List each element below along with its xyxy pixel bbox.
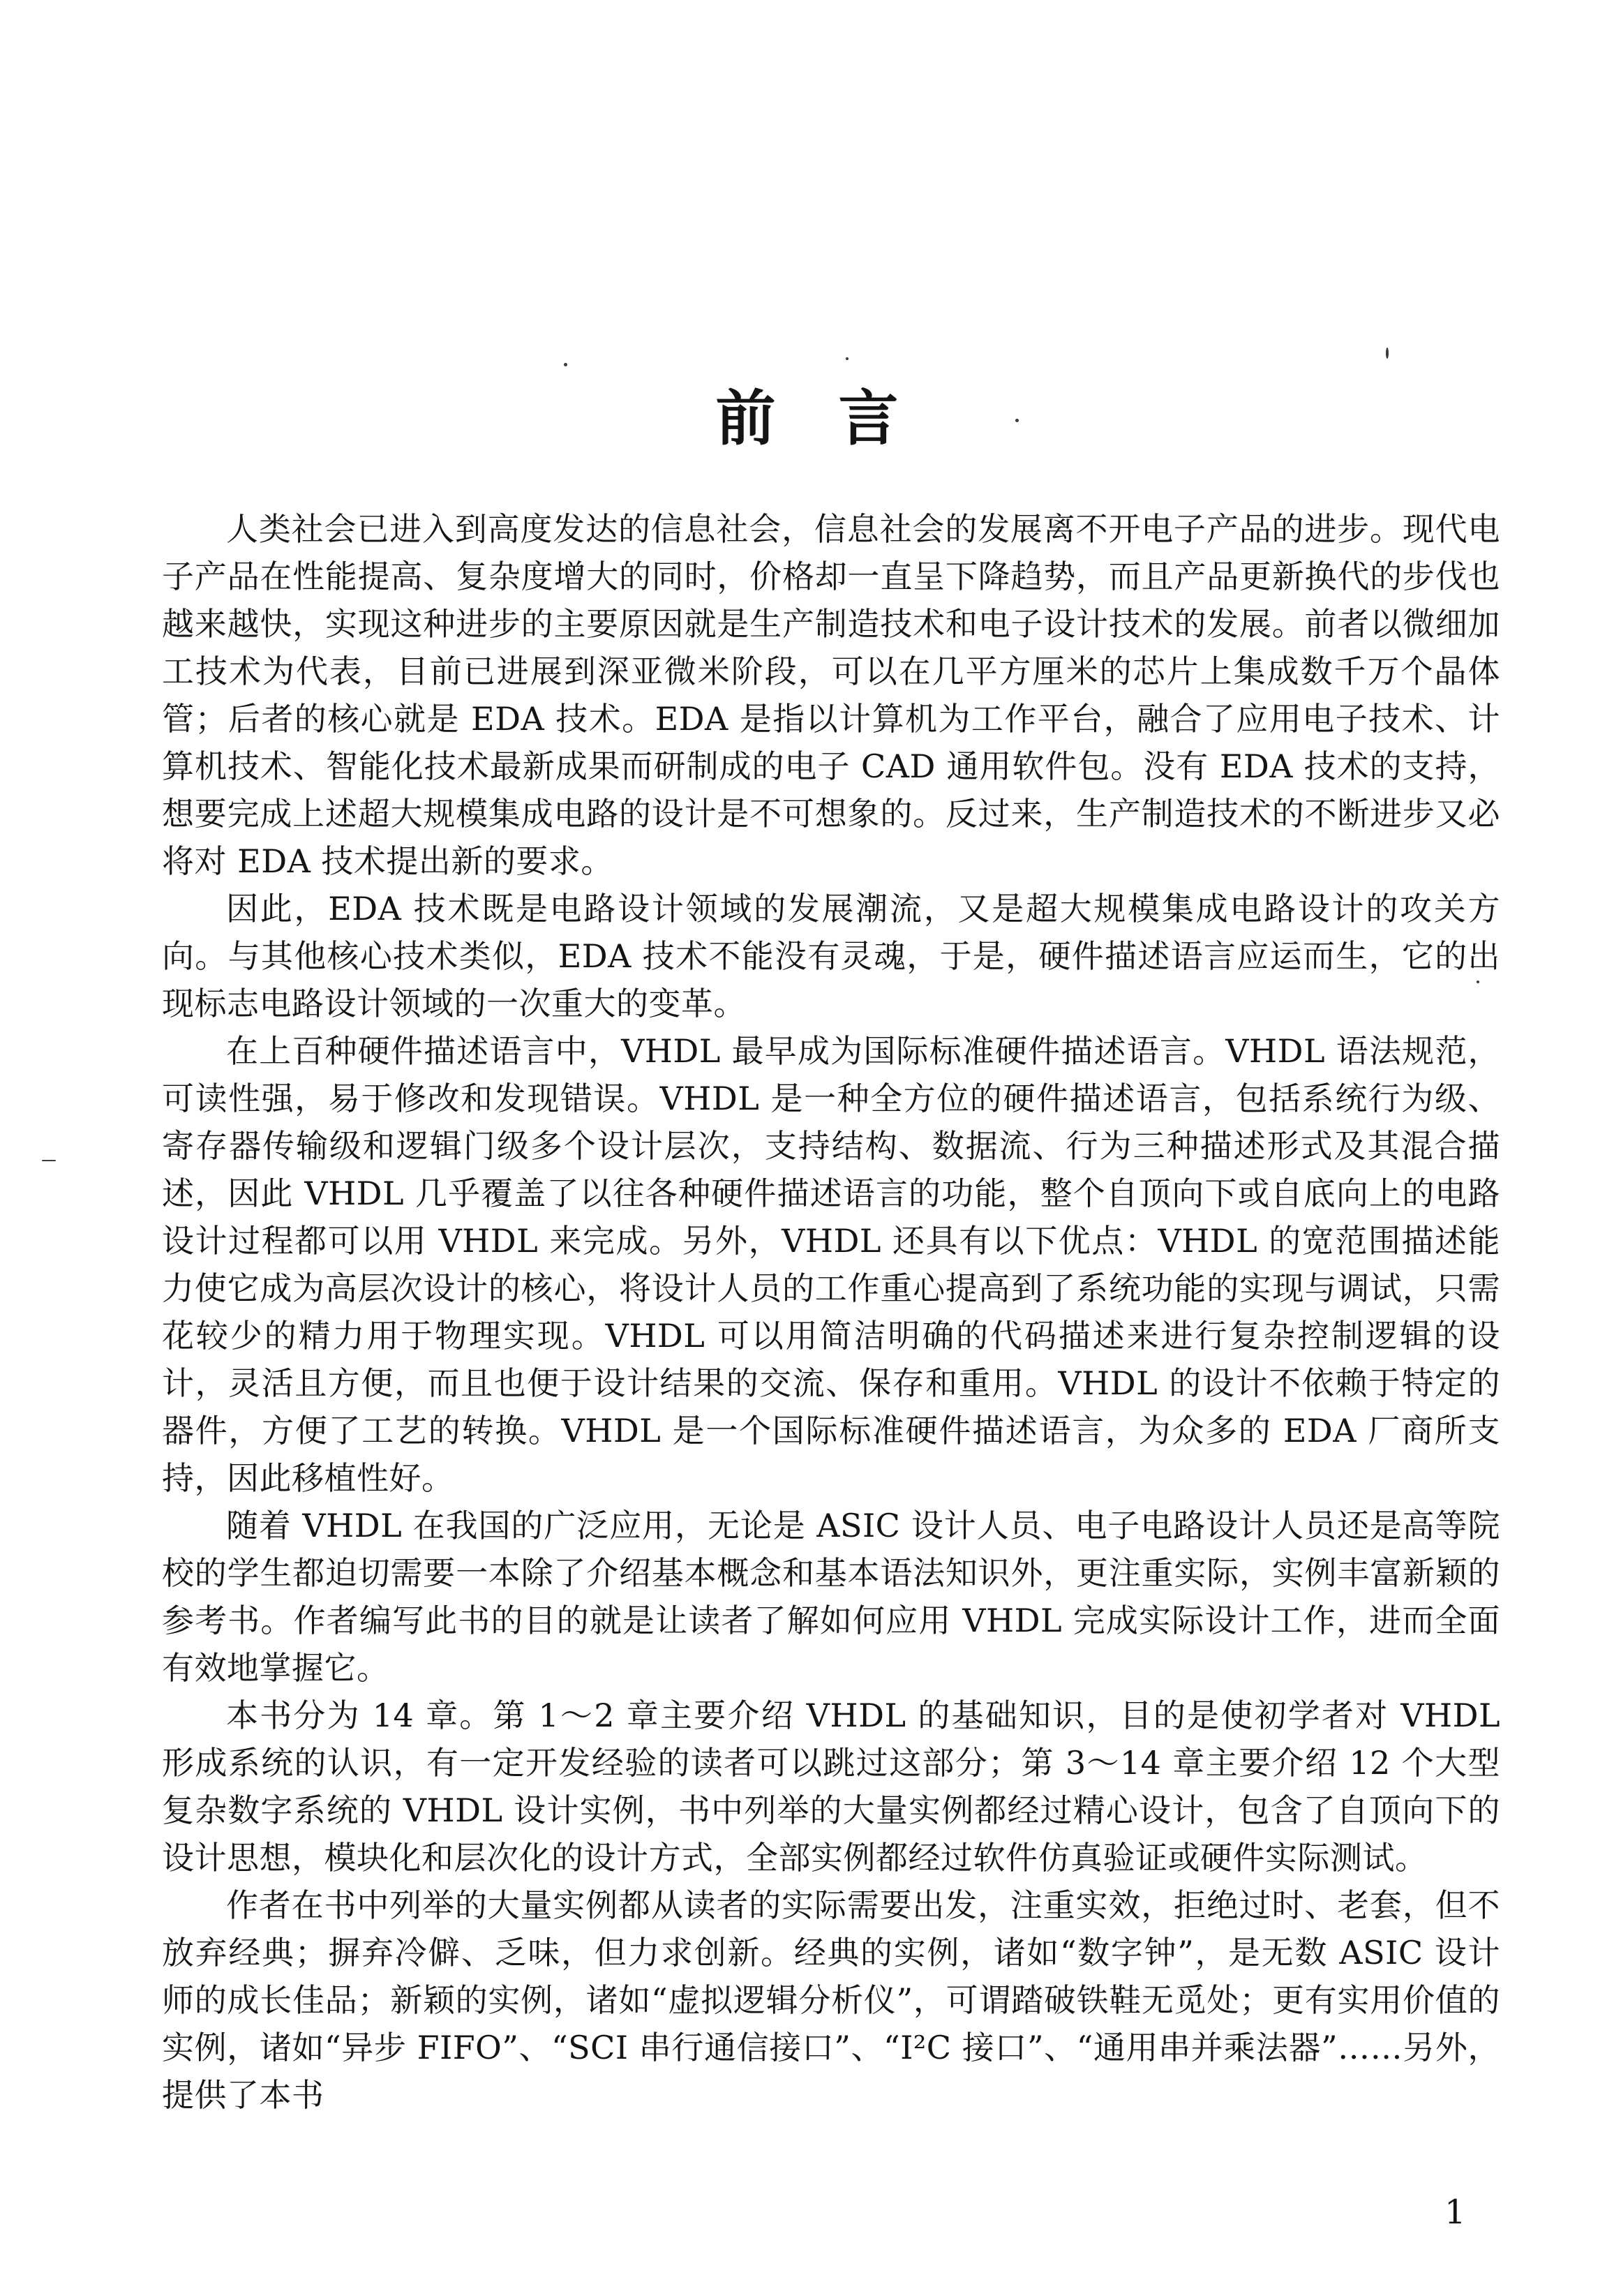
paragraph-6: 作者在书中列举的大量实例都从读者的实际需要出发，注重实效，拒绝过时、老套，但不放弃经典；摒弃冷僻、乏味，但力求创新。经典的实例，诸如“数字钟”，是无数 ASIC 设计师的成长佳品；新颖的实例，诸如“虚拟逻辑分析仪”，可谓踏破铁鞋无觅处；更有实用价值的实例，诸如“异步 FIFO”、“SCI 串行通信接口”、“I²C 接口”、“通用串并乘法器”……另外，提供了本书 [162, 1886, 1500, 2114]
paragraph-2: 因此，EDA 技术既是电路设计领域的发展潮流，又是超大规模集成电路设计的攻关方向。与其他核心技术类似，EDA 技术不能没有灵魂，于是，硬件描述语言应运而生，它的出现标志电路设计领域的一次重大的变革。 [162, 890, 1500, 1022]
scan-speck [1477, 981, 1479, 983]
scan-speck [1386, 348, 1389, 359]
paragraph-1: 人类社会已进入到高度发达的信息社会，信息社会的发展离不开电子产品的进步。现代电子产品在性能提高、复杂度增大的同时，价格却一直呈下降趋势，而且产品更新换代的步伐也越来越快，实现这种进步的主要原因就是生产制造技术和电子设计技术的发展。前者以微细加工技术为代表，目前已进展到深亚微米阶段，可以在几平方厘米的芯片上集成数千万个晶体管；后者的核心就是 EDA 技术。EDA 是指以计算机为工作平台，融合了应用电子技术、计算机技术、智能化技术最新成果而研制成的电子 CAD 通用软件包。没有 EDA 技术的支持，想要完成上述超大规模集成电路的设计是不可想象的。反过来，生产制造技术的不断进步又必将对 EDA 技术提出新的要求。 [162, 510, 1500, 880]
preface-body [162, 505, 1500, 2119]
page-number: 1 [1444, 2193, 1466, 2232]
paragraph-4: 随着 VHDL 在我国的广泛应用，无论是 ASIC 设计人员、电子电路设计人员还是高等院校的学生都迫切需要一本除了介绍基本概念和基本语法知识外，更注重实际，实例丰富新颖的参考书。作者编写此书的目的就是让读者了解如何应用 VHDL 完成实际设计工作，进而全面有效地掌握它。 [162, 1507, 1500, 1687]
scan-speck [42, 1160, 56, 1161]
paragraph-5: 本书分为 14 章。第 1～2 章主要介绍 VHDL 的基础知识，目的是使初学者对 VHDL 形成系统的认识，有一定开发经验的读者可以跳过这部分；第 3～14 章主要介绍 12 个大型复杂数字系统的 VHDL 设计实例，书中列举的大量实例都经过精心设计，包含了自顶向下的设计思想，模块化和层次化的设计方式，全部实例都经过软件仿真验证或硬件实际测试。 [162, 1697, 1500, 1877]
scan-speck [1015, 419, 1019, 422]
paragraph-3: 在上百种硬件描述语言中，VHDL 最早成为国际标准硬件描述语言。VHDL 语法规范，可读性强，易于修改和发现错误。VHDL 是一种全方位的硬件描述语言，包括系统行为级、寄存器传输级和逻辑门级多个设计层次，支持结构、数据流、行为三种描述形式及其混合描述，因此 VHDL 几乎覆盖了以往各种硬件描述语言的功能，整个自顶向下或自底向上的电路设计过程都可以用 VHDL 来完成。另外，VHDL 还具有以下优点：VHDL 的宽范围描述能力使它成为高层次设计的核心，将设计人员的工作重心提高到了系统功能的实现与调试，只需花较少的精力用于物理实现。VHDL 可以用简洁明确的代码描述来进行复杂控制逻辑的设计，灵活且方便，而且也便于设计结果的交流、保存和重用。VHDL 的设计不依赖于特定的器件，方便了工艺的转换。VHDL 是一个国际标准硬件描述语言，为众多的 EDA 厂商所支持，因此移植性好。 [162, 1032, 1500, 1497]
page-title: 前言 [715, 384, 962, 454]
scan-speck [846, 357, 849, 360]
scan-speck [564, 363, 567, 366]
